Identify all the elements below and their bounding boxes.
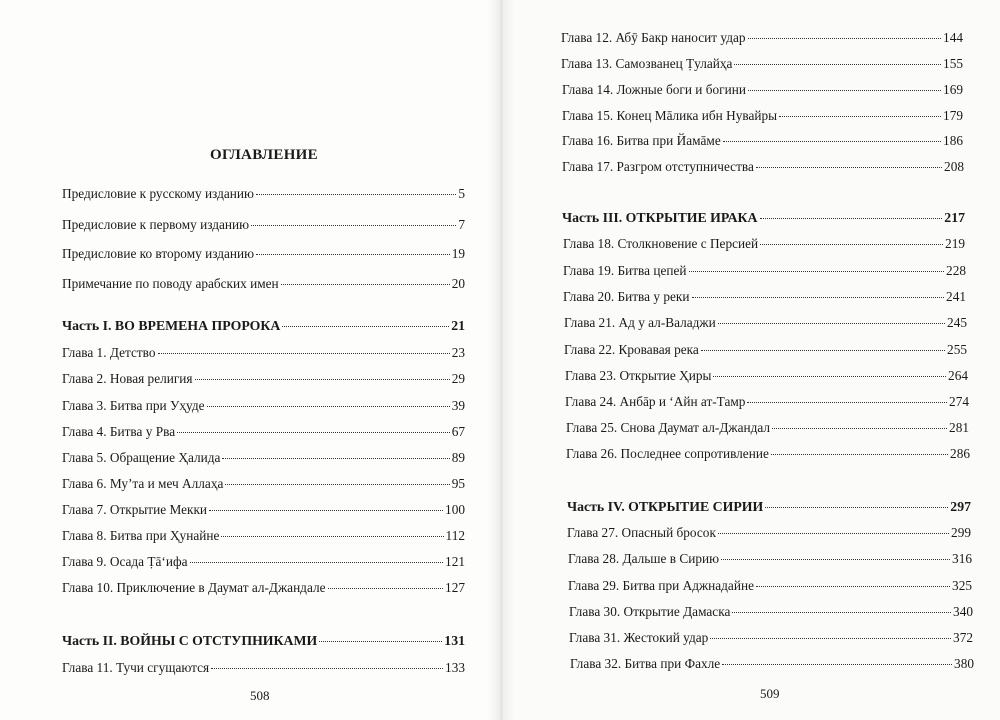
toc-entry: Глава 22. Кровавая река 255 — [564, 342, 967, 357]
book-gutter — [488, 0, 514, 720]
toc-entry: Глава 15. Конец Мāлика ибн Нувайры 179 — [562, 108, 963, 123]
toc-entry: Глава 25. Снова Даумат ал-Джандал 281 — [566, 420, 969, 435]
page-number-right: 509 — [760, 686, 780, 701]
toc-title: ОГЛАВЛЕНИЕ — [210, 147, 318, 163]
toc-entry: Глава 9. Осада Ṭā‘ифа 121 — [62, 554, 465, 569]
toc-entry: Глава 11. Тучи сгущаются 133 — [62, 660, 465, 675]
toc-part-heading: Часть IV. ОТКРЫТИЕ СИРИИ 297 — [567, 499, 971, 514]
toc-entry: Глава 5. Обращение Ҳалида 89 — [62, 450, 465, 465]
toc-entry: Глава 2. Новая религия 29 — [62, 371, 465, 386]
toc-entry: Глава 24. Анбāр и ‘Айн ат-Тамр 274 — [565, 394, 969, 409]
toc-entry: Глава 3. Битва при Уҳуде 39 — [62, 398, 465, 413]
toc-entry: Глава 31. Жестокий удар 372 — [569, 630, 973, 645]
toc-entry: Глава 20. Битва у реки 241 — [563, 289, 966, 304]
toc-entry: Глава 10. Приключение в Даумат ал-Джандале 127 — [62, 580, 465, 595]
toc-entry: Глава 4. Битва у Рва 67 — [62, 424, 465, 439]
toc-entry: Глава 21. Ад у ал-Валаджи 245 — [564, 315, 967, 330]
toc-entry: Глава 14. Ложные боги и богини 169 — [562, 82, 963, 97]
toc-entry: Глава 6. Му’та и меч Аллаҳа 95 — [62, 476, 465, 491]
toc-entry: Глава 18. Столкновение с Персией 219 — [563, 236, 965, 251]
toc-entry: Примечание по поводу арабских имен 20 — [62, 276, 465, 291]
toc-entry: Глава 1. Детство 23 — [62, 345, 465, 360]
toc-part-heading: Часть II. ВОЙНЫ С ОТСТУПНИКАМИ 131 — [62, 633, 465, 648]
toc-entry: Глава 23. Открытие Ҳиры 264 — [565, 368, 968, 383]
page-number-left: 508 — [250, 688, 270, 703]
toc-entry: Глава 17. Разгром отступничества 208 — [562, 159, 964, 174]
toc-entry: Предисловие к русскому изданию 5 — [62, 186, 465, 201]
toc-entry: Глава 19. Битва цепей 228 — [563, 263, 966, 278]
toc-entry: Глава 27. Опасный бросок 299 — [567, 525, 971, 540]
toc-entry: Глава 30. Открытие Дамаска 340 — [569, 604, 973, 619]
toc-entry: Глава 8. Битва при Ҳунайне 112 — [62, 528, 465, 543]
toc-part-heading: Часть I. ВО ВРЕМЕНА ПРОРОКА 21 — [62, 318, 465, 333]
toc-entry: Глава 26. Последнее сопротивление 286 — [566, 446, 970, 461]
toc-entry: Предисловие к первому изданию 7 — [62, 217, 465, 232]
toc-entry: Глава 28. Дальше в Сирию 316 — [568, 551, 972, 566]
toc-entry: Глава 12. Абӯ Бакр наносит удар 144 — [561, 30, 963, 45]
toc-entry: Глава 29. Битва при Аджнадайне 325 — [568, 578, 972, 593]
toc-entry: Глава 16. Битва при Йамāме 186 — [562, 133, 963, 148]
toc-entry: Глава 13. Самозванец Ṭулайҳа 155 — [561, 56, 963, 71]
toc-entry: Глава 7. Открытие Мекки 100 — [62, 502, 465, 517]
toc-part-heading: Часть III. ОТКРЫТИЕ ИРАКА 217 — [562, 210, 965, 225]
toc-entry: Предисловие ко второму изданию 19 — [62, 246, 465, 261]
toc-entry: Глава 32. Битва при Фахле 380 — [570, 656, 974, 671]
